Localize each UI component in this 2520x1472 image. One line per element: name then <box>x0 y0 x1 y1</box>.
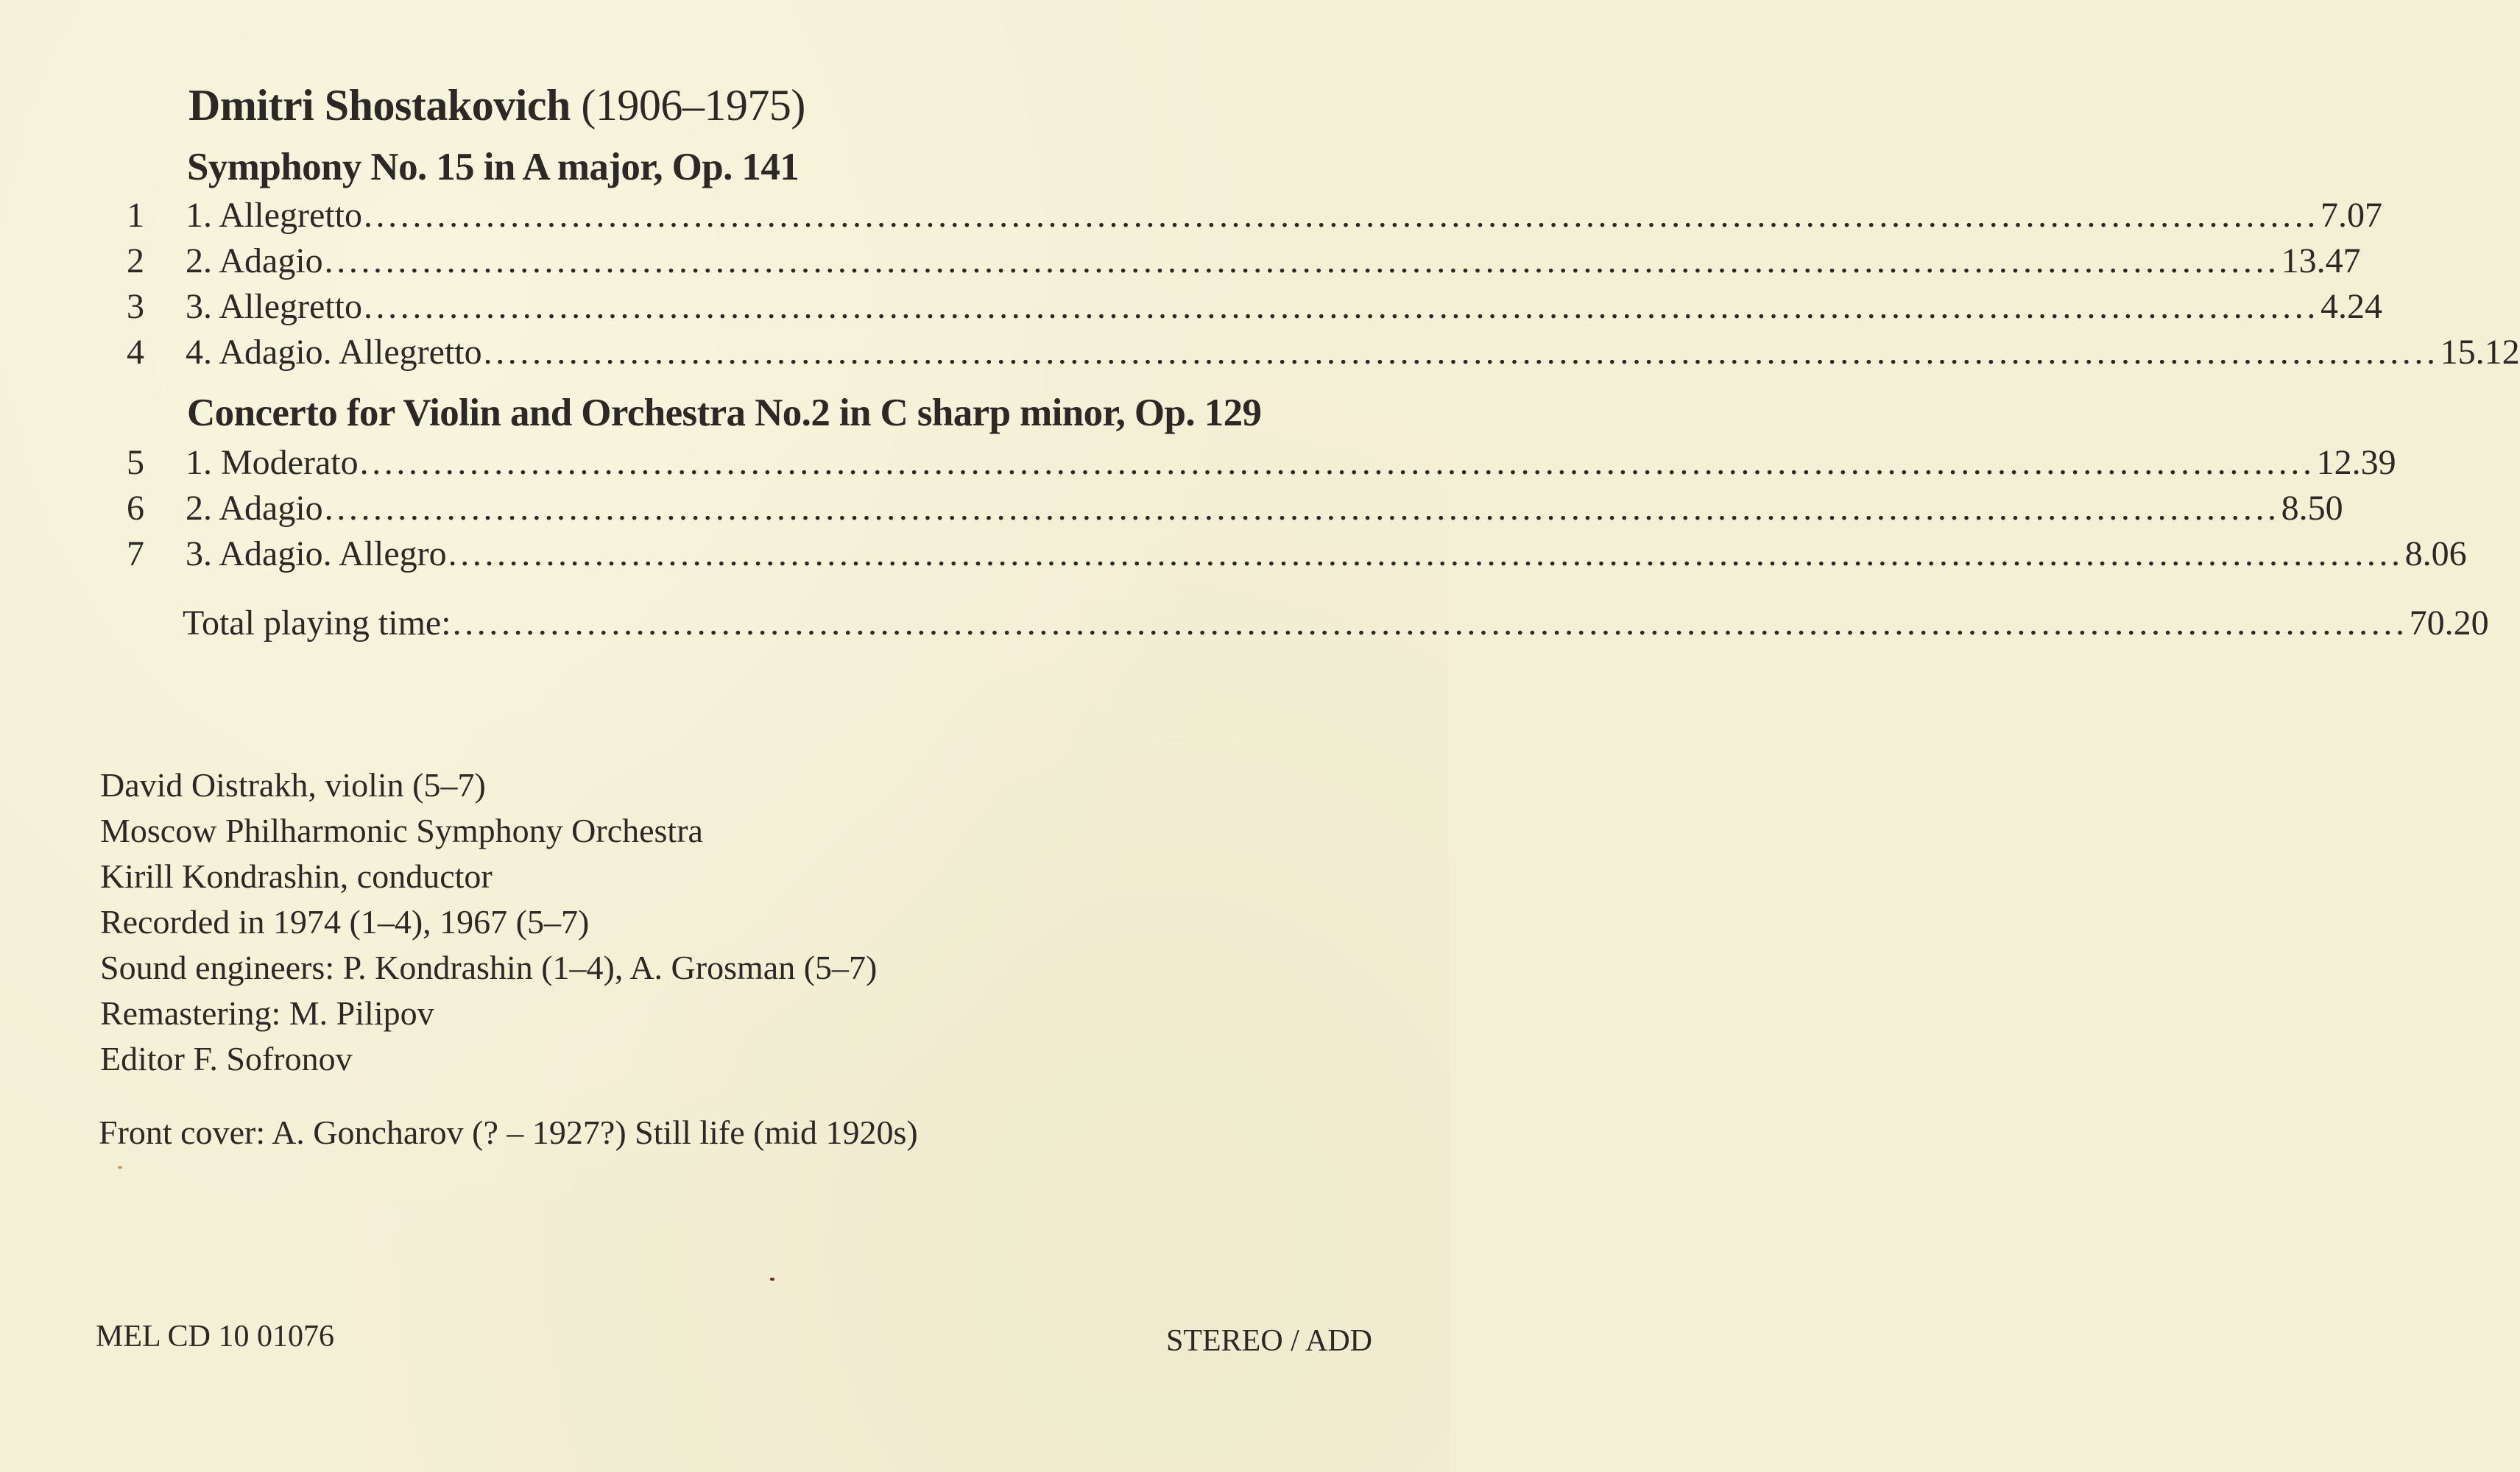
track-number: 7 <box>127 534 144 573</box>
total-value: 70.20 <box>2409 604 2489 643</box>
track-time: 7.07 <box>2320 196 2382 235</box>
track-row <box>0 238 2361 284</box>
track-title: 4. Adagio. Allegretto <box>186 333 482 372</box>
credit-line: David Oistrakh, violin (5–7) <box>100 766 486 804</box>
track-row <box>0 531 2467 577</box>
performer-credits <box>100 762 877 1082</box>
track-row <box>0 486 2343 531</box>
track-row <box>0 284 2382 330</box>
dot-leader: ................................................................................................................................................................ <box>483 333 2439 372</box>
track-title: 1. Allegretto <box>186 196 362 235</box>
composer-dates: (1906–1975) <box>581 81 805 130</box>
dot-leader: ................................................................................................................................................................ <box>359 443 2315 482</box>
paper-speck <box>770 1278 774 1281</box>
track-number: 1 <box>127 196 144 235</box>
dot-leader: ................................................................................................................................................................ <box>363 196 2319 235</box>
track-row <box>0 440 2396 486</box>
credit-line: Kirill Kondrashin, conductor <box>100 857 493 895</box>
track-row <box>0 330 2520 375</box>
track-time: 4.24 <box>2320 287 2382 326</box>
track-row <box>0 193 2382 238</box>
credit-line: Moscow Philharmonic Symphony Orchestra <box>100 812 703 849</box>
track-time: 13.47 <box>2281 241 2361 280</box>
track-time: 15.12 <box>2440 333 2520 372</box>
credit-line: Recorded in 1974 (1–4), 1967 (5–7) <box>100 903 590 941</box>
paper-speck <box>118 1166 122 1169</box>
cover-credit: Front cover: A. Goncharov (? – 1927?) Still life (mid 1920s) <box>99 1114 918 1151</box>
track-number: 2 <box>127 241 144 280</box>
credit-line: Remastering: M. Pilipov <box>100 994 434 1032</box>
track-time: 8.06 <box>2404 534 2467 573</box>
composer-name: Dmitri Shostakovich <box>188 81 571 130</box>
track-number: 6 <box>127 489 144 528</box>
catalog-number: MEL CD 10 01076 <box>96 1320 334 1354</box>
track-title: 2. Adagio <box>186 489 323 528</box>
credit-line: Sound engineers: P. Kondrashin (1–4), A. Grosman (5–7) <box>100 949 878 986</box>
dot-leader: ................................................................................................................................................................ <box>448 534 2404 573</box>
track-title: 3. Allegretto <box>186 287 362 326</box>
work-title-symphony: Symphony No. 15 in A major, Op. 141 <box>187 146 800 188</box>
total-label: Total playing time: <box>183 604 451 643</box>
track-time: 8.50 <box>2281 489 2343 528</box>
composer-heading <box>188 79 805 131</box>
track-time: 12.39 <box>2316 443 2396 482</box>
track-number: 3 <box>127 287 144 326</box>
audio-format: STEREO / ADD <box>1165 1324 1372 1358</box>
track-title: 1. Moderato <box>186 443 359 482</box>
track-title: 2. Adagio <box>186 241 323 280</box>
total-playing-time <box>183 601 2489 646</box>
work-title-concerto: Concerto for Violin and Orchestra No.2 in C sharp minor, Op. 129 <box>187 392 1262 434</box>
credit-line: Editor F. Sofronov <box>100 1040 353 1078</box>
dot-leader: ................................................................................................................................................................ <box>363 287 2319 326</box>
dot-leader: ................................................................................................................................................................ <box>324 489 2280 528</box>
track-number: 4 <box>127 333 144 372</box>
track-number: 5 <box>127 443 144 482</box>
dot-leader: ................................................................................................................................................................ <box>452 604 2408 643</box>
dot-leader: ................................................................................................................................................................ <box>324 241 2280 280</box>
track-title: 3. Adagio. Allegro <box>186 534 447 573</box>
